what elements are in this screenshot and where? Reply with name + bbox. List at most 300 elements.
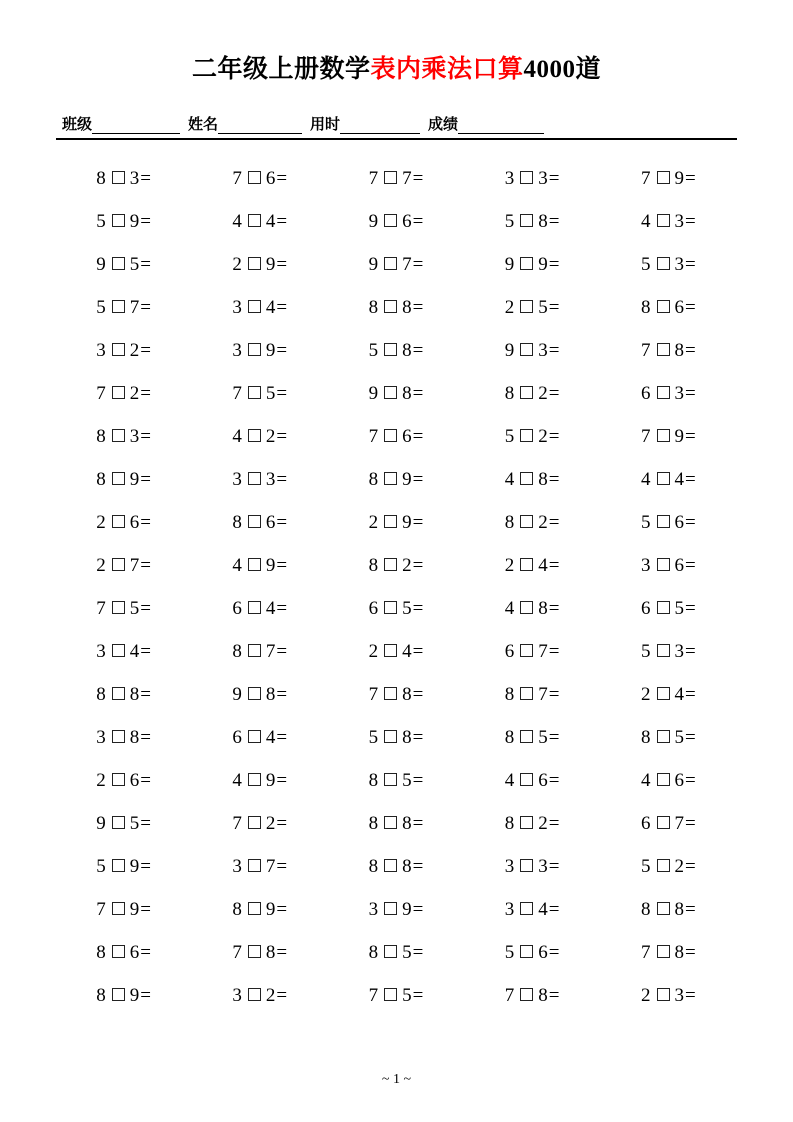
operand-left: 4 — [641, 770, 652, 791]
operand-right: 8 — [129, 727, 141, 748]
problem-expression — [641, 942, 697, 964]
operand-right: 5 — [129, 254, 141, 275]
problem-expression — [505, 770, 561, 792]
equals-sign: = — [276, 813, 289, 834]
operator-box-icon — [520, 257, 533, 270]
problem-cell[interactable] — [192, 932, 328, 975]
problem-expression — [369, 512, 425, 534]
operand-right: 7 — [129, 297, 141, 318]
problem-expression — [505, 383, 561, 405]
equals-sign: = — [140, 340, 152, 361]
problem-expression — [96, 168, 152, 190]
problem-expression — [505, 942, 561, 964]
problem-cell[interactable] — [601, 889, 737, 932]
problem-row — [56, 201, 737, 244]
operator-box-icon — [112, 171, 125, 184]
operator-box-icon — [657, 945, 670, 958]
problem-cell[interactable] — [465, 244, 601, 287]
operand-left: 3 — [232, 340, 243, 361]
operand-right: 3 — [538, 168, 549, 189]
operand-left: 8 — [368, 942, 380, 963]
problem-expression — [641, 684, 697, 706]
equals-sign: = — [685, 985, 697, 1006]
equals-sign: = — [685, 856, 697, 877]
operand-left: 2 — [96, 770, 107, 791]
equals-sign: = — [548, 770, 561, 791]
operand-right: 9 — [129, 899, 141, 920]
problem-expression — [505, 254, 561, 276]
problem-cell[interactable] — [192, 631, 328, 674]
problem-cell[interactable] — [465, 416, 601, 459]
problem-expression — [505, 899, 561, 921]
problem-cell[interactable] — [56, 846, 192, 889]
operand-right: 9 — [674, 168, 686, 189]
operand-right: 7 — [402, 254, 413, 275]
equals-sign: = — [412, 512, 425, 533]
problem-expression — [641, 598, 697, 620]
problem-expression — [96, 727, 152, 749]
operator-box-icon — [520, 343, 533, 356]
problem-cell[interactable] — [465, 975, 601, 1018]
problem-cell[interactable] — [56, 588, 192, 631]
operator-box-icon — [657, 687, 670, 700]
operand-right: 2 — [129, 383, 141, 404]
problem-cell[interactable] — [465, 674, 601, 717]
equals-sign: = — [140, 211, 152, 232]
operand-left: 8 — [232, 899, 243, 920]
operand-right: 3 — [674, 211, 686, 232]
operator-box-icon — [520, 214, 533, 227]
operator-box-icon — [384, 300, 397, 313]
problem-cell[interactable] — [465, 287, 601, 330]
operand-left: 9 — [504, 254, 516, 275]
operand-left: 5 — [368, 727, 380, 748]
equals-sign: = — [276, 598, 289, 619]
operator-box-icon — [248, 730, 261, 743]
operand-right: 9 — [402, 469, 413, 490]
problem-cell[interactable] — [56, 416, 192, 459]
operand-right: 4 — [265, 727, 277, 748]
problem-cell[interactable] — [192, 502, 328, 545]
problem-cell[interactable] — [465, 932, 601, 975]
problem-expression — [232, 684, 288, 706]
problem-cell[interactable] — [601, 158, 737, 201]
operator-box-icon — [384, 214, 397, 227]
problem-expression — [369, 254, 425, 276]
problem-cell[interactable] — [56, 674, 192, 717]
equals-sign: = — [140, 297, 152, 318]
problem-cell[interactable] — [601, 373, 737, 416]
problem-cell[interactable] — [192, 760, 328, 803]
score-input-blank[interactable] — [458, 119, 544, 134]
name-input-blank[interactable] — [218, 119, 302, 134]
problem-cell[interactable] — [56, 502, 192, 545]
operator-box-icon — [520, 988, 533, 1001]
operator-box-icon — [657, 644, 670, 657]
problem-cell[interactable] — [328, 158, 464, 201]
problem-cell[interactable] — [465, 846, 601, 889]
problem-expression — [96, 813, 152, 835]
equals-sign: = — [276, 297, 289, 318]
problem-cell[interactable] — [192, 330, 328, 373]
problem-cell[interactable] — [328, 201, 464, 244]
problem-cell[interactable] — [601, 330, 737, 373]
operand-left: 3 — [504, 168, 516, 189]
problem-cell[interactable] — [328, 760, 464, 803]
operand-right: 6 — [129, 512, 141, 533]
operand-left: 8 — [641, 297, 652, 318]
problem-cell[interactable] — [192, 803, 328, 846]
operand-right: 9 — [265, 555, 277, 576]
problem-cell[interactable] — [465, 330, 601, 373]
time-label: 用时 — [310, 116, 341, 133]
title-suffix: 4000道 — [523, 56, 602, 83]
problem-cell[interactable] — [328, 330, 464, 373]
equals-sign: = — [685, 211, 697, 232]
operand-left: 8 — [504, 684, 516, 705]
problem-cell[interactable] — [192, 373, 328, 416]
equals-sign: = — [548, 555, 561, 576]
problem-cell[interactable] — [56, 287, 192, 330]
problem-cell[interactable] — [465, 717, 601, 760]
operand-left: 6 — [504, 641, 516, 662]
problem-expression — [369, 641, 425, 663]
operand-left: 2 — [368, 641, 380, 662]
problem-expression — [505, 297, 561, 319]
equals-sign: = — [548, 297, 561, 318]
equals-sign: = — [140, 383, 152, 404]
problem-cell[interactable] — [192, 158, 328, 201]
problem-cell[interactable] — [601, 244, 737, 287]
problem-cell[interactable] — [465, 502, 601, 545]
problem-expression — [96, 899, 152, 921]
operand-left: 2 — [641, 684, 652, 705]
equals-sign: = — [685, 383, 697, 404]
operand-right: 7 — [402, 168, 413, 189]
equals-sign: = — [140, 856, 152, 877]
problem-cell[interactable] — [601, 201, 737, 244]
operator-box-icon — [384, 859, 397, 872]
problem-expression — [641, 211, 697, 233]
operand-left: 3 — [96, 340, 107, 361]
operand-right: 3 — [129, 168, 141, 189]
operand-right: 9 — [265, 254, 277, 275]
equals-sign: = — [276, 168, 289, 189]
problem-cell[interactable] — [192, 459, 328, 502]
problem-cell[interactable] — [192, 717, 328, 760]
operator-box-icon — [657, 859, 670, 872]
problem-cell[interactable] — [192, 416, 328, 459]
equals-sign: = — [140, 641, 152, 662]
problem-cell[interactable] — [601, 975, 737, 1018]
problem-cell[interactable] — [56, 803, 192, 846]
operator-box-icon — [384, 257, 397, 270]
operand-left: 3 — [232, 985, 243, 1006]
operand-left: 7 — [96, 899, 107, 920]
problem-cell[interactable] — [601, 760, 737, 803]
problem-row — [56, 631, 737, 674]
operator-box-icon — [384, 988, 397, 1001]
problem-expression — [96, 555, 152, 577]
problem-expression — [505, 727, 561, 749]
problem-cell[interactable] — [328, 244, 464, 287]
problem-cell[interactable] — [56, 975, 192, 1018]
problem-cell[interactable] — [601, 674, 737, 717]
problem-cell[interactable] — [56, 760, 192, 803]
problem-cell[interactable] — [601, 631, 737, 674]
problem-cell[interactable] — [192, 889, 328, 932]
problem-cell[interactable] — [328, 588, 464, 631]
problem-cell[interactable] — [192, 588, 328, 631]
time-input-blank[interactable] — [340, 119, 420, 134]
class-label: 班级 — [62, 116, 93, 133]
operator-box-icon — [248, 601, 261, 614]
operand-left: 8 — [641, 899, 652, 920]
problem-cell[interactable] — [328, 545, 464, 588]
problem-cell[interactable] — [328, 416, 464, 459]
operand-left: 7 — [641, 340, 652, 361]
operand-left: 5 — [504, 426, 516, 447]
problem-cell[interactable] — [56, 889, 192, 932]
equals-sign: = — [276, 856, 289, 877]
operator-box-icon — [657, 730, 670, 743]
problem-expression — [96, 942, 152, 964]
operand-left: 8 — [504, 512, 516, 533]
operand-left: 9 — [96, 813, 107, 834]
problem-cell[interactable] — [601, 287, 737, 330]
equals-sign: = — [140, 598, 152, 619]
operand-right: 6 — [538, 770, 549, 791]
class-input-blank[interactable] — [92, 119, 180, 134]
operand-left: 7 — [504, 985, 516, 1006]
problem-expression — [232, 469, 288, 491]
equals-sign: = — [412, 684, 425, 705]
operator-box-icon — [657, 515, 670, 528]
title-prefix: 二年级上册数学 — [191, 56, 371, 83]
operator-box-icon — [384, 902, 397, 915]
problem-cell[interactable] — [328, 373, 464, 416]
operand-left: 5 — [96, 297, 107, 318]
equals-sign: = — [412, 641, 425, 662]
equals-sign: = — [276, 985, 289, 1006]
problem-cell[interactable] — [465, 588, 601, 631]
problem-cell[interactable] — [56, 932, 192, 975]
operand-right: 5 — [265, 383, 277, 404]
problem-cell[interactable] — [56, 201, 192, 244]
operator-box-icon — [248, 300, 261, 313]
operand-right: 5 — [129, 813, 141, 834]
operand-right: 5 — [538, 727, 549, 748]
operand-left: 9 — [368, 254, 380, 275]
problem-cell[interactable] — [56, 545, 192, 588]
problem-row — [56, 459, 737, 502]
operand-right: 3 — [538, 856, 549, 877]
problem-expression — [96, 598, 152, 620]
operator-box-icon — [657, 988, 670, 1001]
operand-left: 5 — [368, 340, 380, 361]
operand-left: 4 — [232, 211, 243, 232]
equals-sign: = — [548, 985, 561, 1006]
operand-right: 8 — [402, 856, 413, 877]
problem-cell[interactable] — [192, 201, 328, 244]
problem-cell[interactable] — [192, 975, 328, 1018]
equals-sign: = — [412, 340, 425, 361]
name-label: 姓名 — [188, 116, 219, 133]
equals-sign: = — [548, 254, 561, 275]
problem-cell[interactable] — [56, 330, 192, 373]
problem-cell[interactable] — [465, 459, 601, 502]
operand-right: 8 — [402, 340, 413, 361]
operand-right: 9 — [265, 899, 277, 920]
problem-cell[interactable] — [56, 244, 192, 287]
problem-cell[interactable] — [328, 287, 464, 330]
equals-sign: = — [412, 426, 425, 447]
problem-expression — [369, 383, 425, 405]
operand-right: 2 — [265, 985, 277, 1006]
operator-box-icon — [112, 601, 125, 614]
operator-box-icon — [520, 730, 533, 743]
problem-cell[interactable] — [465, 760, 601, 803]
problem-cell[interactable] — [192, 244, 328, 287]
operand-left: 8 — [368, 469, 380, 490]
equals-sign: = — [140, 469, 152, 490]
operand-left: 2 — [641, 985, 652, 1006]
equals-sign: = — [276, 899, 289, 920]
problem-expression — [96, 469, 152, 491]
page-footer — [0, 1072, 793, 1088]
operator-box-icon — [112, 257, 125, 270]
equals-sign: = — [140, 254, 152, 275]
problem-expression — [369, 684, 425, 706]
operand-left: 4 — [641, 469, 652, 490]
problem-expression — [96, 770, 152, 792]
operand-right: 2 — [265, 813, 277, 834]
operand-left: 4 — [504, 770, 516, 791]
problem-cell[interactable] — [328, 502, 464, 545]
problem-cell[interactable] — [192, 545, 328, 588]
problem-cell[interactable] — [192, 846, 328, 889]
problem-cell[interactable] — [56, 631, 192, 674]
operator-box-icon — [248, 515, 261, 528]
equals-sign: = — [412, 813, 425, 834]
operator-box-icon — [520, 773, 533, 786]
problem-cell[interactable] — [56, 158, 192, 201]
problem-cell[interactable] — [601, 846, 737, 889]
problem-expression — [232, 641, 288, 663]
operand-left: 8 — [504, 383, 516, 404]
operator-box-icon — [248, 644, 261, 657]
problem-expression — [641, 813, 697, 835]
equals-sign: = — [548, 684, 561, 705]
operand-right: 6 — [674, 512, 686, 533]
problem-cell[interactable] — [328, 846, 464, 889]
operand-left: 4 — [232, 426, 243, 447]
problem-cell[interactable] — [328, 717, 464, 760]
operator-box-icon — [657, 257, 670, 270]
problem-expression — [641, 770, 697, 792]
operand-left: 7 — [641, 942, 652, 963]
operand-right: 8 — [402, 383, 413, 404]
operand-left: 7 — [232, 942, 243, 963]
problem-cell[interactable] — [465, 803, 601, 846]
problem-cell[interactable] — [192, 287, 328, 330]
operand-right: 7 — [265, 856, 277, 877]
operator-box-icon — [384, 945, 397, 958]
operand-left: 5 — [641, 512, 652, 533]
problem-expression — [641, 254, 697, 276]
operand-right: 8 — [538, 211, 549, 232]
operator-box-icon — [248, 386, 261, 399]
operand-left: 2 — [504, 297, 516, 318]
problem-cell[interactable] — [465, 158, 601, 201]
operand-left: 8 — [96, 684, 107, 705]
operand-right: 9 — [129, 856, 141, 877]
problem-cell[interactable] — [56, 459, 192, 502]
problem-expression — [369, 813, 425, 835]
problem-cell[interactable] — [601, 545, 737, 588]
problem-cell[interactable] — [192, 674, 328, 717]
problem-cell[interactable] — [56, 717, 192, 760]
problem-cell[interactable] — [328, 459, 464, 502]
problem-cell[interactable] — [465, 545, 601, 588]
operator-box-icon — [520, 386, 533, 399]
operator-box-icon — [112, 386, 125, 399]
problem-cell[interactable] — [465, 631, 601, 674]
problem-expression — [232, 512, 288, 534]
operand-left: 3 — [232, 297, 243, 318]
problem-cell[interactable] — [601, 502, 737, 545]
score-field — [428, 113, 544, 134]
problem-cell[interactable] — [328, 889, 464, 932]
problem-cell[interactable] — [601, 932, 737, 975]
problem-cell[interactable] — [601, 459, 737, 502]
equals-sign: = — [276, 641, 289, 662]
problem-expression — [369, 899, 425, 921]
problem-cell[interactable] — [328, 975, 464, 1018]
problem-cell[interactable] — [328, 674, 464, 717]
operator-box-icon — [520, 515, 533, 528]
operand-left: 9 — [504, 340, 516, 361]
operand-right: 3 — [674, 254, 686, 275]
problem-cell[interactable] — [328, 932, 464, 975]
equals-sign: = — [140, 770, 152, 791]
problem-expression — [96, 297, 152, 319]
operator-box-icon — [112, 429, 125, 442]
problem-cell[interactable] — [56, 373, 192, 416]
problem-cell[interactable] — [601, 803, 737, 846]
problem-cell[interactable] — [601, 588, 737, 631]
problem-cell[interactable] — [465, 201, 601, 244]
problem-row — [56, 717, 737, 760]
problem-expression — [505, 985, 561, 1007]
equals-sign: = — [548, 340, 561, 361]
operand-left: 6 — [232, 727, 243, 748]
problem-cell[interactable] — [328, 631, 464, 674]
problem-cell[interactable] — [601, 717, 737, 760]
problem-row — [56, 932, 737, 975]
operand-right: 8 — [674, 340, 686, 361]
operand-left: 8 — [232, 512, 243, 533]
problem-expression — [641, 297, 697, 319]
problem-cell[interactable] — [465, 373, 601, 416]
operand-left: 7 — [641, 426, 652, 447]
operand-right: 2 — [538, 813, 549, 834]
problem-cell[interactable] — [601, 416, 737, 459]
problem-expression — [369, 598, 425, 620]
operand-right: 6 — [265, 168, 277, 189]
problem-cell[interactable] — [465, 889, 601, 932]
problem-cell[interactable] — [328, 803, 464, 846]
